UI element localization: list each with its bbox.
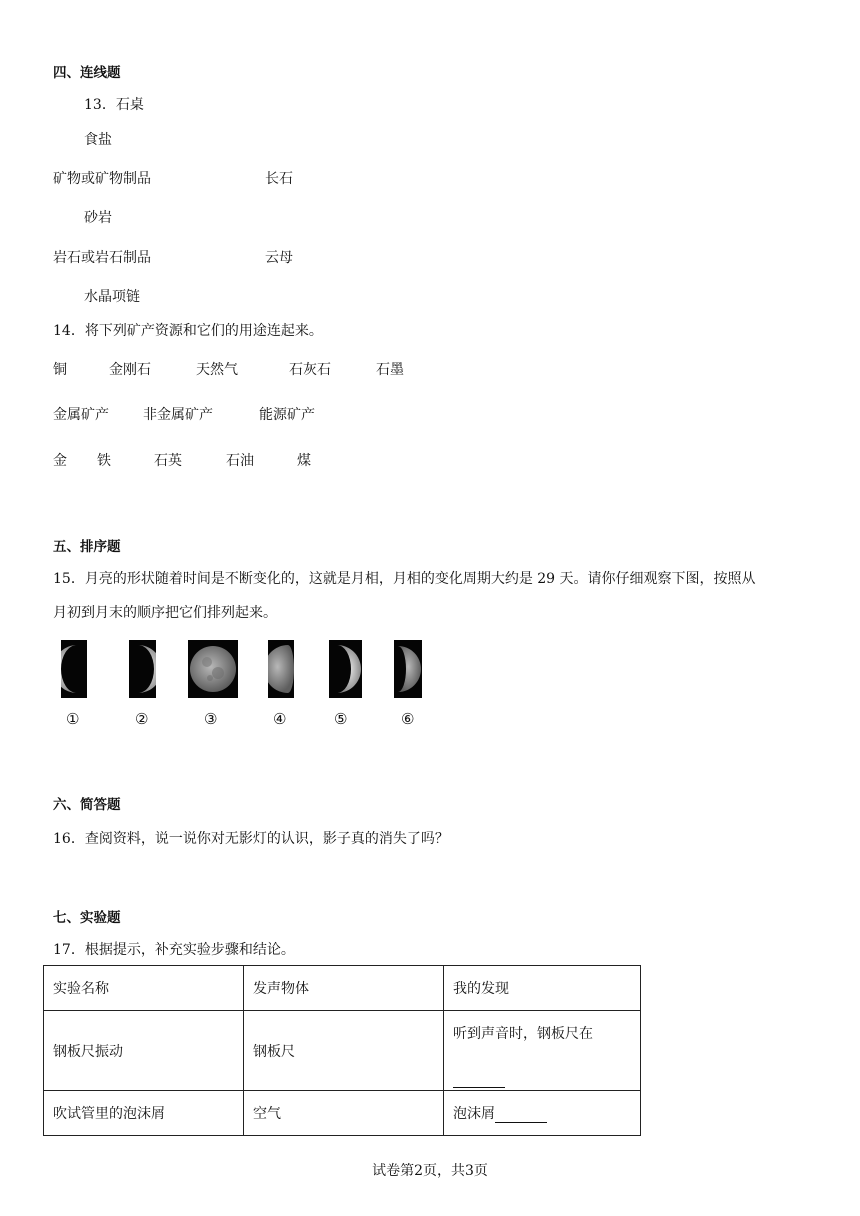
moon-phase-image — [61, 640, 87, 698]
table-cell — [444, 1091, 641, 1136]
q14-row3-item: 煤 — [297, 453, 311, 469]
question-17-text: 17．根据提示，补充实验步骤和结论。 — [53, 942, 295, 958]
q14-row2-item: 非金属矿产 — [143, 407, 213, 423]
table-header-cell: 实验名称 — [44, 966, 244, 1011]
section-title-short-answer: 六、简答题 — [53, 797, 121, 813]
moon-phase-image — [268, 640, 294, 698]
table-cell: 吹试管里的泡沫屑 — [44, 1091, 244, 1136]
q14-row1-item: 铜 — [53, 362, 67, 378]
table-cell: 钢板尺振动 — [44, 1011, 244, 1091]
experiment-table — [43, 965, 641, 1136]
q14-row1-item: 天然气 — [196, 362, 238, 378]
question-15-line1: 15．月亮的形状随着时间是不断变化的，这就是月相，月相的变化周期大约是 29 天。请你仔细观察下图，按照从 — [53, 571, 756, 587]
moon-phase-image — [129, 640, 156, 698]
finding-text: 泡沫屑 — [453, 1106, 495, 1122]
page-footer: 试卷第2页，共3页 — [372, 1163, 488, 1179]
q14-row3-item: 石英 — [154, 453, 182, 469]
table-header-cell: 我的发现 — [444, 966, 641, 1011]
moon-label: ④ — [273, 710, 287, 728]
answer-blank[interactable] — [495, 1108, 547, 1123]
moon-phase-image — [394, 640, 422, 698]
q14-row1-item: 金刚石 — [109, 362, 151, 378]
table-cell: 空气 — [244, 1091, 444, 1136]
question-15-line2: 月初到月末的顺序把它们排列起来。 — [53, 605, 277, 621]
q13-right-item-2: 云母 — [265, 250, 293, 266]
question-14-text: 14．将下列矿产资源和它们的用途连起来。 — [53, 323, 323, 339]
section-title-experiment: 七、实验题 — [53, 910, 121, 926]
q14-row1-item: 石墨 — [376, 362, 404, 378]
table-header-row — [44, 966, 641, 1011]
section-title-ordering: 五、排序题 — [53, 539, 121, 555]
table-cell — [444, 1011, 641, 1091]
moon-label: ⑥ — [401, 710, 415, 728]
table-row — [44, 1011, 641, 1091]
table-header-cell: 发声物体 — [244, 966, 444, 1011]
question-13-label: 13．石桌 — [84, 97, 144, 113]
q13-item-3: 水晶项链 — [84, 289, 140, 305]
answer-blank[interactable] — [453, 1073, 505, 1088]
moon-label: ① — [66, 710, 80, 728]
q14-row3-item: 铁 — [97, 453, 111, 469]
finding-text: 听到声音时，钢板尺在 — [453, 1025, 593, 1042]
moon-label: ② — [135, 710, 149, 728]
section-title-matching: 四、连线题 — [53, 65, 121, 81]
q13-right-item-1: 长石 — [265, 171, 293, 187]
q13-category-mineral: 矿物或矿物制品 — [53, 171, 151, 187]
q14-row3-item: 石油 — [226, 453, 254, 469]
table-row — [44, 1091, 641, 1136]
q13-item-2: 砂岩 — [84, 210, 112, 226]
moon-phase-image — [329, 640, 362, 698]
q14-row1-item: 石灰石 — [289, 362, 331, 378]
moon-label: ③ — [204, 710, 218, 728]
moon-label: ⑤ — [334, 710, 348, 728]
q14-row2-item: 能源矿产 — [259, 407, 315, 423]
moon-phase-image — [188, 640, 238, 698]
q13-item-1: 食盐 — [84, 132, 112, 148]
question-16-text: 16．查阅资料，说一说你对无影灯的认识，影子真的消失了吗？ — [53, 831, 449, 847]
q14-row3-item: 金 — [53, 453, 67, 469]
table-cell: 钢板尺 — [244, 1011, 444, 1091]
q14-row2-item: 金属矿产 — [53, 407, 109, 423]
q13-category-rock: 岩石或岩石制品 — [53, 250, 151, 266]
